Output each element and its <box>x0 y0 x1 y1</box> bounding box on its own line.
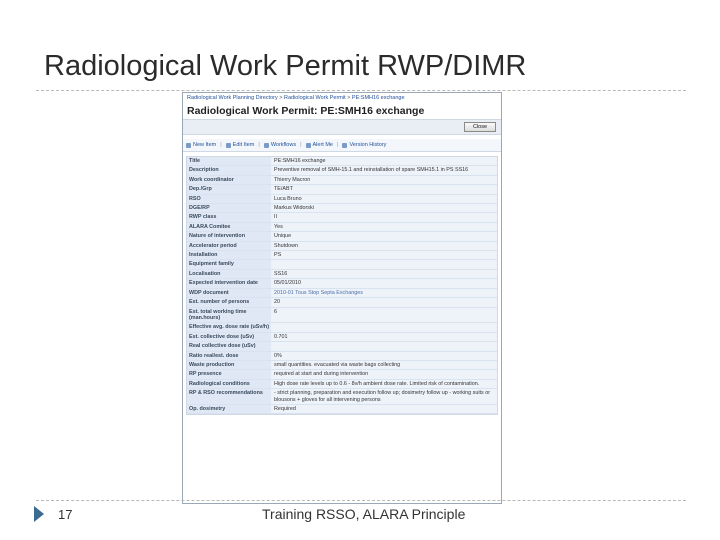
wdp-document-link[interactable]: 2010-01 Tous Stop Septa Exchanges <box>271 289 497 297</box>
field-row <box>187 389 497 405</box>
new-item-icon <box>186 143 191 148</box>
field-label: Op. dosimetry <box>187 405 271 413</box>
field-value: 20 <box>271 298 497 306</box>
field-row <box>187 352 497 361</box>
field-row <box>187 323 497 332</box>
field-value: Yes <box>271 223 497 231</box>
breadcrumb-current: PE:SMH16 exchange <box>351 95 405 101</box>
field-label: Effective avg. dose rate (uSv/h) <box>189 324 269 331</box>
field-label: ALARA Comitee <box>187 223 271 231</box>
field-value <box>271 260 497 268</box>
field-row <box>187 185 497 194</box>
slide-number: 17 <box>58 507 73 522</box>
field-row <box>187 242 497 251</box>
field-label: Work coordinator <box>187 176 271 184</box>
field-row <box>187 204 497 213</box>
field-value: small quantities. evacuated via waste bags collecting <box>271 361 497 369</box>
field-value <box>271 342 497 350</box>
field-row <box>187 279 497 288</box>
field-label: Title <box>187 157 271 165</box>
field-row <box>187 176 497 185</box>
field-row <box>187 298 497 307</box>
field-label: Description <box>187 166 271 174</box>
field-value: Thierry Macron <box>271 176 497 184</box>
field-value: - strict planning, preparation and execution follow up; dosimetry follow up - working suits or blousons + gloves for all intervening persons <box>271 389 497 404</box>
field-value: 05/01/2010 <box>271 279 497 287</box>
field-row <box>187 260 497 269</box>
field-value <box>271 323 497 331</box>
field-row <box>187 333 497 342</box>
version-history-button[interactable]: Version History <box>342 142 386 148</box>
field-label: RWP class <box>187 213 271 221</box>
field-value: Unique <box>271 232 497 240</box>
new-item-button[interactable]: New Item <box>186 142 216 148</box>
page-title: Radiological Work Permit: PE:SMH16 exchange <box>187 105 425 117</box>
field-label: Radiological conditions <box>187 380 271 388</box>
field-label: RP & RSO recommendations <box>187 389 271 404</box>
field-label: Real collective dose (uSv) <box>187 342 271 350</box>
bottom-divider <box>36 500 686 501</box>
field-label: Est. total working time (man.hours) <box>187 308 271 323</box>
field-row <box>187 251 497 260</box>
breadcrumb: Radiological Work Planning Directory > Radiological Work Permit > PE:SMH16 exchange <box>187 95 405 101</box>
field-row <box>187 166 497 175</box>
field-value: 0% <box>271 352 497 360</box>
field-row <box>187 380 497 389</box>
field-row <box>187 213 497 222</box>
field-row <box>187 223 497 232</box>
breadcrumb-link[interactable]: Radiological Work Planning Directory <box>187 95 278 101</box>
slide-footer: Training RSSO, ALARA Principle <box>262 506 466 522</box>
alert-me-button[interactable]: Alert Me <box>306 142 333 148</box>
field-value: required at start and during intervention <box>271 370 497 378</box>
field-label: Localisation <box>187 270 271 278</box>
field-label: Expected intervention date <box>187 279 271 287</box>
rwp-form <box>186 156 498 415</box>
edit-item-button[interactable]: Edit Item <box>226 142 255 148</box>
field-label: Installation <box>187 251 271 259</box>
slide-title: Radiological Work Permit RWP/DIMR <box>44 50 527 82</box>
field-value: TE/ABT <box>271 185 497 193</box>
field-row <box>187 289 497 298</box>
close-bar <box>183 119 501 135</box>
field-row <box>187 232 497 241</box>
field-row <box>187 342 497 351</box>
field-value: SS16 <box>271 270 497 278</box>
field-label: Accelerator period <box>187 242 271 250</box>
workflows-button[interactable]: Workflows <box>264 142 296 148</box>
field-label: Est. collective dose (uSv) <box>187 333 271 341</box>
field-value: PE:SMH16 exchange <box>271 157 497 165</box>
field-row <box>187 270 497 279</box>
field-row <box>187 308 497 324</box>
field-row <box>187 157 497 166</box>
field-value: Markus Widorski <box>271 204 497 212</box>
close-button[interactable]: Close <box>464 122 496 132</box>
field-value: High dose rate levels up to 0.6 - 8v/h ambient dose rate. Limited risk of contamination. <box>271 380 497 388</box>
field-value: Preventive removal of SMH-15.1 and reinstallation of spare SMH15.1 in PS SS16 <box>271 166 497 174</box>
field-label: RP presence <box>187 370 271 378</box>
item-toolbar: New Item | Edit Item | Workflows | Alert Me | Version History <box>183 139 501 152</box>
field-label: Waste production <box>187 361 271 369</box>
field-value: Luca Bruno <box>271 195 497 203</box>
field-label: Est. number of persons <box>187 298 271 306</box>
field-label: Equipment family <box>187 260 271 268</box>
field-value: II <box>271 213 497 221</box>
field-label: DGE/RP <box>187 204 271 212</box>
edit-icon <box>226 143 231 148</box>
field-value: 6 <box>271 308 497 323</box>
field-row <box>187 361 497 370</box>
field-label: WDP document <box>187 289 271 297</box>
field-row <box>187 370 497 379</box>
alert-icon <box>306 143 311 148</box>
field-label: Ratio real/est. dose <box>187 352 271 360</box>
rwp-screenshot <box>182 92 502 504</box>
history-icon <box>342 143 347 148</box>
field-label: Dep./Grp <box>187 185 271 193</box>
field-value: Required <box>271 405 497 413</box>
field-label: Nature of intervention <box>187 232 271 240</box>
top-divider <box>36 90 686 91</box>
field-value: Shutdown <box>271 242 497 250</box>
slide-bullet-arrow-icon <box>34 506 44 522</box>
workflow-icon <box>264 143 269 148</box>
field-value: 0.701 <box>271 333 497 341</box>
field-label: RSO <box>187 195 271 203</box>
breadcrumb-link[interactable]: Radiological Work Permit <box>283 95 346 101</box>
field-value: PS <box>271 251 497 259</box>
field-row <box>187 195 497 204</box>
field-row <box>187 405 497 414</box>
